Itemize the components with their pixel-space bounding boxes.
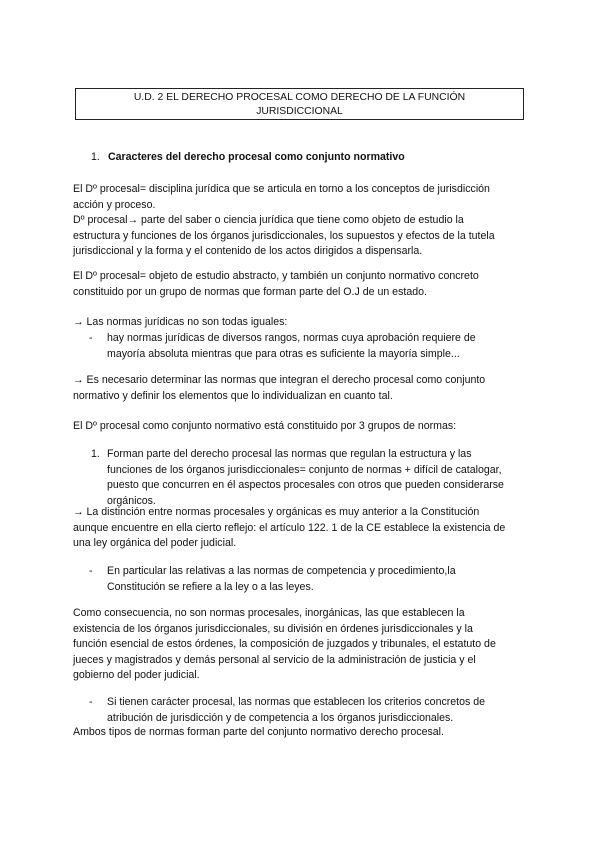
paragraph-line: → La distinción entre normas procesales y orgánicas es muy anterior a la Constitución: [73, 506, 480, 518]
item-line: funciones de los órganos jurisdiccionales= conjunto de normas + difícil de catalogar,: [107, 463, 502, 476]
paragraph-line: constituido por un grupo de normas que forman parte del O.J de un estado.: [73, 285, 427, 298]
paragraph-line: estructura y funciones de los órganos jurisdiccionales, los supuestos y efectos de la tutela: [73, 229, 495, 242]
section-heading: [91, 150, 405, 166]
paragraph-line: acción y proceso.: [73, 198, 156, 211]
paragraph-line: normativo y definir los elementos que lo individualizan en cuanto tal.: [73, 389, 393, 402]
title-box: [75, 88, 524, 120]
bullet-line: En particular las relativas a las normas de competencia y procedimiento,la: [107, 565, 456, 577]
paragraph-2: [73, 269, 535, 300]
bullet-marker: -: [89, 565, 93, 577]
paragraph-3: [73, 315, 535, 331]
paragraph-4: [73, 373, 535, 404]
paragraph-line: función esencial de estos órdenes, la composición de juzgados y tribunales, el estatuto de: [73, 638, 496, 651]
paragraph-6: [73, 505, 535, 552]
paragraph-line: jurisdiccional y la forma y el contenido de los actos dirigidos a dispensarla.: [73, 245, 423, 258]
item-line: Forman parte del derecho procesal las normas que regulan la estructura y las: [107, 448, 472, 460]
paragraph-line: El Dº procesal como conjunto normativo está constituido por 3 grupos de normas:: [73, 420, 457, 432]
bullet-line: Si tienen carácter procesal, las normas que establecen los criterios concretos de: [107, 696, 486, 708]
bullet-line: hay normas jurídicas de diversos rangos, normas cuya aprobación requiere de: [107, 332, 476, 344]
item-number: 1.: [91, 448, 100, 460]
paragraph-line: El Dº procesal= objeto de estudio abstracto, y también un conjunto normativo concreto: [73, 270, 479, 282]
paragraph-line: Dº procesal→ parte del saber o ciencia jurídica que tiene como objeto de estudio la: [73, 214, 464, 227]
title-line-2: JURISDICCIONAL: [256, 105, 343, 117]
title-line-1: U.D. 2 EL DERECHO PROCESAL COMO DERECHO DE LA FUNCIÓN: [133, 92, 466, 103]
bullet-marker: -: [89, 696, 93, 708]
paragraph-line: gobierno del poder judicial.: [73, 669, 200, 682]
paragraph-line: Ambos tipos de normas forman parte del conjunto normativo derecho procesal.: [73, 726, 444, 738]
paragraph-line: existencia de los órganos jurisdiccionales, su división en órdenes jurisdiccionales y la: [73, 622, 473, 635]
paragraph-8: [73, 725, 535, 741]
bullet-line: atribución de jurisdicción y de competencia a los órganos jurisdiccionales.: [107, 711, 454, 724]
paragraph-line: El Dº procesal= disciplina jurídica que se articula en torno a los conceptos de jurisdicción: [73, 183, 490, 195]
item-line: orgánicos.: [107, 494, 156, 507]
paragraph-line: → Es necesario determinar las normas que integran el derecho procesal como conjunto: [73, 374, 486, 386]
paragraph-line: una ley orgánica del poder judicial.: [73, 537, 237, 550]
section-number: 1.: [91, 151, 100, 163]
paragraph-7: [73, 606, 535, 684]
bullet-line: Constitución se refiere a la ley o a las leyes.: [107, 580, 314, 593]
paragraph-line: jueces y magistrados y demás personal al servicio de la administración de justicia y el: [73, 653, 476, 666]
paragraph-1: [73, 182, 535, 260]
paragraph-5: [73, 419, 535, 435]
section-heading-text: Caracteres del derecho procesal como conjunto normativo: [108, 151, 405, 163]
bullet-line: mayoría absoluta mientras que para otras es suficiente la mayoría simple...: [107, 347, 460, 360]
item-line: puesto que concurren en él aspectos procesales con otros que pueden considerarse: [107, 479, 504, 492]
paragraph-line: Como consecuencia, no son normas procesales, inorgánicas, las que establecen la: [73, 607, 465, 619]
paragraph-line: aunque encuentre en ella cierto reflejo: el artículo 122. 1 de la CE establece la existencia de: [73, 521, 506, 534]
bullet-marker: -: [89, 332, 93, 344]
paragraph-line: → Las normas jurídicas no son todas iguales:: [73, 316, 288, 328]
